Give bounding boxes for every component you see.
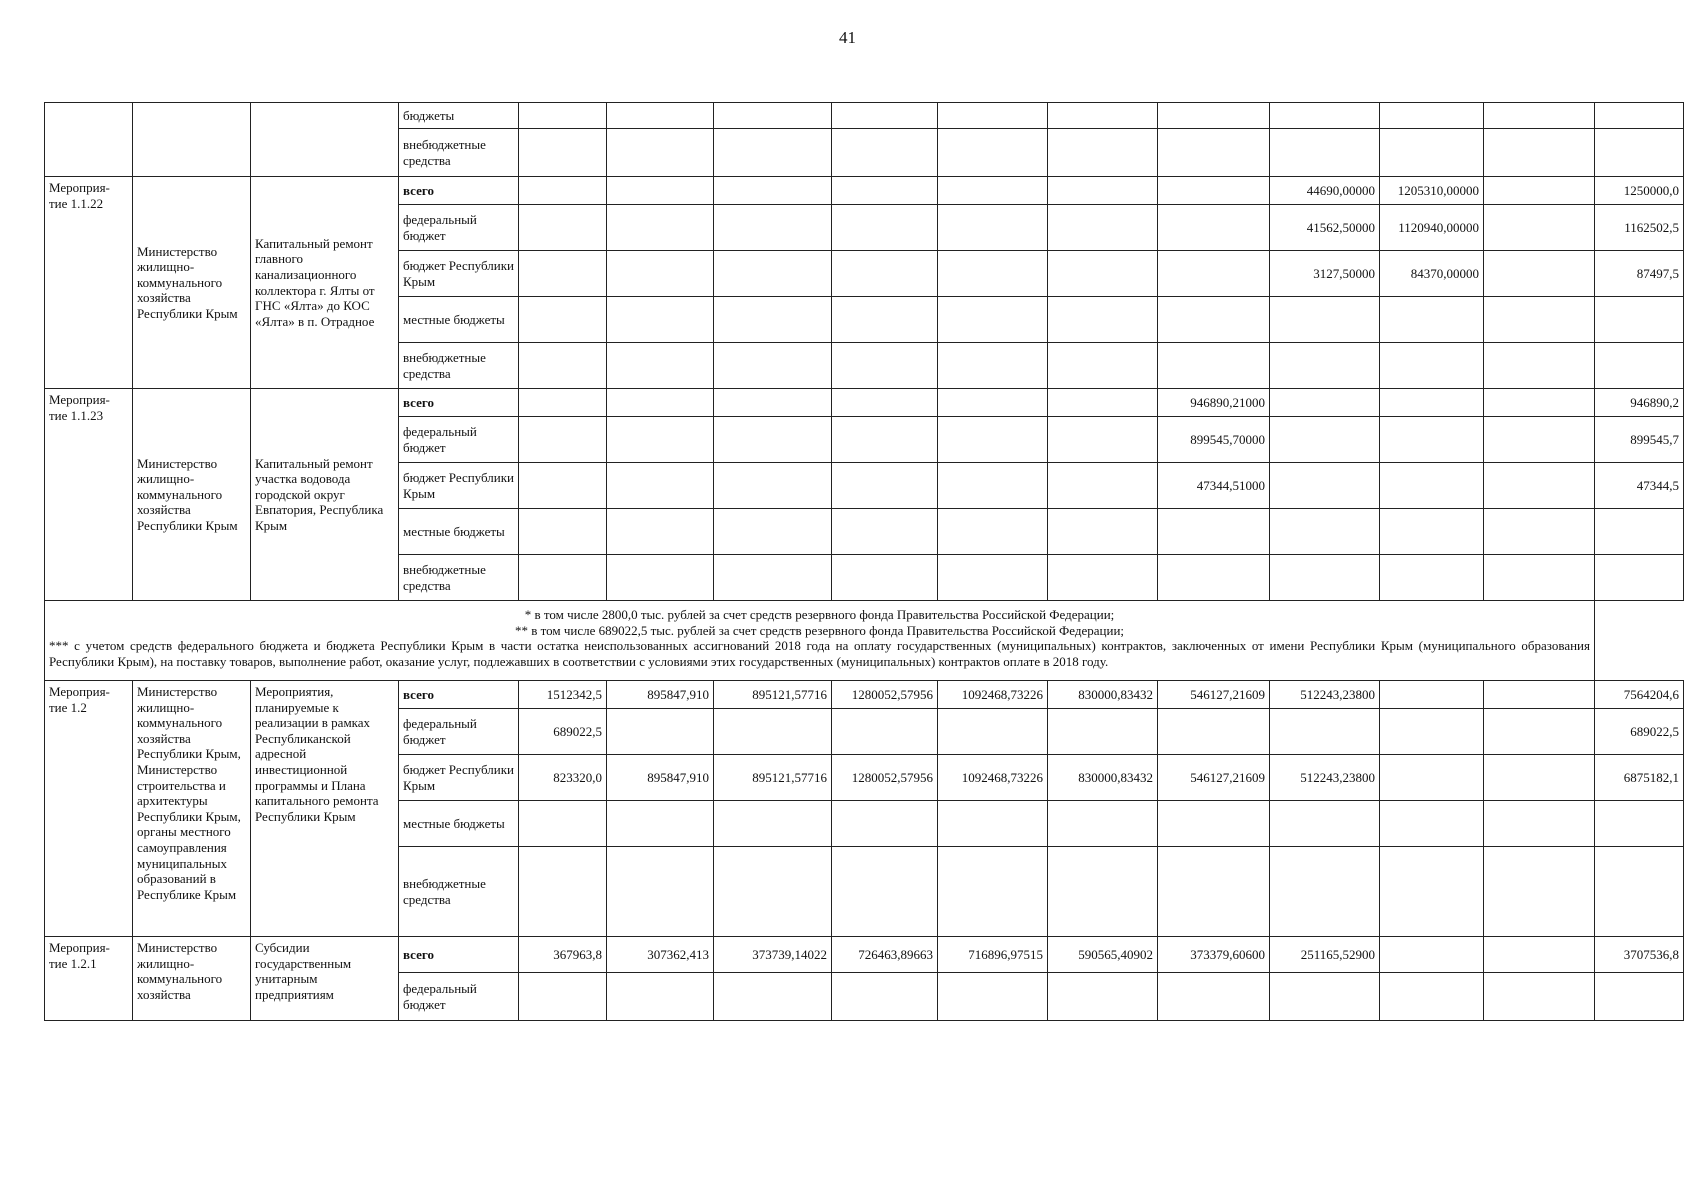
funding-source-cell: внебюджетные средства — [399, 847, 519, 937]
value-cell: 1162502,5 — [1595, 205, 1684, 251]
value-cell: 895121,57716 — [714, 681, 832, 709]
value-cell: 899545,70000 — [1158, 417, 1270, 463]
value-cell — [1484, 389, 1595, 417]
value-cell — [519, 555, 607, 601]
value-cell: 830000,83432 — [1048, 755, 1158, 801]
value-cell — [1270, 847, 1380, 937]
value-cell — [938, 129, 1048, 177]
value-cell — [1048, 509, 1158, 555]
value-cell — [1048, 251, 1158, 297]
value-cell — [519, 973, 607, 1021]
value-cell — [714, 343, 832, 389]
funding-source-cell: внебюджетные средства — [399, 555, 519, 601]
value-cell: 546127,21609 — [1158, 755, 1270, 801]
value-cell — [1380, 555, 1484, 601]
value-cell: 512243,23800 — [1270, 681, 1380, 709]
value-cell — [832, 463, 938, 509]
value-cell — [714, 389, 832, 417]
value-cell — [1484, 847, 1595, 937]
value-cell — [1048, 973, 1158, 1021]
value-cell — [1158, 343, 1270, 389]
value-cell — [607, 709, 714, 755]
value-cell: 47344,51000 — [1158, 463, 1270, 509]
value-cell: 946890,2 — [1595, 389, 1684, 417]
value-cell — [714, 509, 832, 555]
value-cell — [1595, 297, 1684, 343]
value-cell: 367963,8 — [519, 937, 607, 973]
value-cell — [607, 297, 714, 343]
value-cell — [1158, 509, 1270, 555]
value-cell — [938, 343, 1048, 389]
value-cell: 41562,50000 — [1270, 205, 1380, 251]
value-cell — [1270, 297, 1380, 343]
value-cell — [1484, 343, 1595, 389]
value-cell: 823320,0 — [519, 755, 607, 801]
value-cell — [607, 129, 714, 177]
value-cell — [607, 973, 714, 1021]
value-cell — [1048, 205, 1158, 251]
value-cell: 7564204,6 — [1595, 681, 1684, 709]
value-cell: 373379,60600 — [1158, 937, 1270, 973]
value-cell — [832, 801, 938, 847]
budget-table — [44, 102, 1684, 1021]
value-cell — [832, 417, 938, 463]
value-cell — [832, 509, 938, 555]
value-cell — [1484, 177, 1595, 205]
value-cell — [1270, 801, 1380, 847]
value-cell — [714, 847, 832, 937]
value-cell — [938, 555, 1048, 601]
value-cell: 87497,5 — [1595, 251, 1684, 297]
value-cell — [1484, 103, 1595, 129]
description-cell: Капитальный ремонт главного канализационного коллектора г. Ялты от ГНС «Ялта» до КОС «Ялта» в п. Отрадное — [251, 177, 399, 389]
value-cell — [1048, 297, 1158, 343]
value-cell — [519, 801, 607, 847]
value-cell: 1280052,57956 — [832, 755, 938, 801]
value-cell — [1484, 755, 1595, 801]
value-cell — [1048, 709, 1158, 755]
value-cell — [938, 297, 1048, 343]
value-cell — [1484, 801, 1595, 847]
value-cell — [1595, 129, 1684, 177]
value-cell — [938, 463, 1048, 509]
value-cell — [607, 205, 714, 251]
page-number: 41 — [839, 28, 856, 47]
value-cell — [607, 847, 714, 937]
value-cell — [1270, 555, 1380, 601]
funding-source-cell: местные бюджеты — [399, 297, 519, 343]
value-cell — [1484, 297, 1595, 343]
footnote: *** с учетом средств федерального бюджета и бюджета Республики Крым в части остатка неиспользованных ассигнований 2018 года на оплату государственных (муниципальных) контрактов, заключенных от имени Республики Крым (муниципального образования Республики Крым), на поставку товаров, выполнение работ, оказание услуг, подлежавших в соответствии с условиями этих государственных (муниципальных) контрактов оплате в 2018 году. — [49, 638, 1590, 669]
funding-source-cell: федеральный бюджет — [399, 205, 519, 251]
value-cell — [1380, 297, 1484, 343]
value-cell — [607, 343, 714, 389]
value-cell: 1205310,00000 — [1380, 177, 1484, 205]
footnote: * в том числе 2800,0 тыс. рублей за счет средств резервного фонда Правительства Российской Федерации; — [524, 607, 1115, 622]
value-cell — [1158, 103, 1270, 129]
value-cell — [1158, 555, 1270, 601]
value-cell — [938, 103, 1048, 129]
value-cell — [1158, 709, 1270, 755]
value-cell — [607, 463, 714, 509]
value-cell — [832, 343, 938, 389]
value-cell: 373739,14022 — [714, 937, 832, 973]
value-cell — [714, 103, 832, 129]
value-cell — [938, 973, 1048, 1021]
value-cell — [1484, 555, 1595, 601]
description-cell: Капитальный ремонт участка водовода городской округ Евпатория, Республика Крым — [251, 389, 399, 601]
value-cell — [1158, 297, 1270, 343]
value-cell — [1270, 709, 1380, 755]
value-cell — [1484, 973, 1595, 1021]
value-cell — [832, 177, 938, 205]
executor-cell — [133, 103, 251, 177]
description-cell: Мероприятия, планируемые к реализации в рамках Республиканской адресной инвестиционной программы и Плана капитального ремонта Республики Крым — [251, 681, 399, 937]
value-cell — [938, 801, 1048, 847]
value-cell — [1158, 177, 1270, 205]
value-cell — [1158, 847, 1270, 937]
value-cell — [519, 847, 607, 937]
footnote: ** в том числе 689022,5 тыс. рублей за счет средств резервного фонда Правительства Российской Федерации; — [514, 622, 1125, 638]
value-cell — [1380, 509, 1484, 555]
value-cell — [1158, 205, 1270, 251]
notes-cell — [45, 601, 1595, 681]
value-cell — [1484, 251, 1595, 297]
value-cell: 899545,7 — [1595, 417, 1684, 463]
value-cell — [607, 103, 714, 129]
description-cell: Субсидии государственным унитарным предприятиям — [251, 937, 399, 1021]
value-cell — [714, 297, 832, 343]
value-cell — [832, 973, 938, 1021]
table-row — [45, 177, 1684, 205]
value-cell — [519, 389, 607, 417]
funding-source-cell: бюджеты — [399, 103, 519, 129]
value-cell: 512243,23800 — [1270, 755, 1380, 801]
value-cell — [1048, 847, 1158, 937]
value-cell — [1270, 463, 1380, 509]
value-cell — [938, 509, 1048, 555]
executor-cell: Министерство жилищно-коммунального хозяйства Республики Крым — [133, 389, 251, 601]
funding-source-cell: бюджет Республики Крым — [399, 755, 519, 801]
value-cell — [607, 389, 714, 417]
value-cell — [832, 709, 938, 755]
value-cell — [832, 251, 938, 297]
value-cell — [1380, 681, 1484, 709]
value-cell — [832, 205, 938, 251]
value-cell — [1270, 343, 1380, 389]
table-row — [45, 937, 1684, 973]
value-cell — [519, 417, 607, 463]
value-cell — [1048, 555, 1158, 601]
value-cell — [832, 555, 938, 601]
value-cell — [1484, 205, 1595, 251]
value-cell — [938, 847, 1048, 937]
value-cell: 1250000,0 — [1595, 177, 1684, 205]
value-cell — [1048, 801, 1158, 847]
value-cell — [938, 417, 1048, 463]
value-cell — [938, 389, 1048, 417]
notes-row — [45, 601, 1684, 681]
value-cell — [519, 297, 607, 343]
value-cell: 689022,5 — [1595, 709, 1684, 755]
value-cell — [607, 177, 714, 205]
event-cell — [45, 103, 133, 177]
value-cell — [714, 801, 832, 847]
value-cell — [1270, 129, 1380, 177]
description-cell — [251, 103, 399, 177]
value-cell — [714, 251, 832, 297]
value-cell: 3707536,8 — [1595, 937, 1684, 973]
value-cell — [938, 251, 1048, 297]
event-cell: Мероприя-тие 1.1.23 — [45, 389, 133, 601]
value-cell — [519, 103, 607, 129]
event-cell: Мероприя-тие 1.1.22 — [45, 177, 133, 389]
value-cell — [1380, 417, 1484, 463]
funding-source-cell: местные бюджеты — [399, 801, 519, 847]
value-cell — [519, 177, 607, 205]
value-cell — [1484, 509, 1595, 555]
value-cell — [1484, 681, 1595, 709]
value-cell: 1280052,57956 — [832, 681, 938, 709]
executor-cell: Министерство жилищно-коммунального хозяйства Республики Крым, Министерство строительства и архитектуры Республики Крым, органы местного самоуправления муниципальных образований в Республике Крым — [133, 681, 251, 937]
value-cell — [832, 389, 938, 417]
value-cell — [1595, 509, 1684, 555]
value-cell — [938, 709, 1048, 755]
value-cell — [607, 417, 714, 463]
value-cell: 3127,50000 — [1270, 251, 1380, 297]
value-cell — [519, 251, 607, 297]
value-cell — [1048, 463, 1158, 509]
value-cell — [714, 205, 832, 251]
value-cell: 689022,5 — [519, 709, 607, 755]
value-cell: 1092468,73226 — [938, 681, 1048, 709]
value-cell: 251165,52900 — [1270, 937, 1380, 973]
event-cell: Мероприя-тие 1.2.1 — [45, 937, 133, 1021]
value-cell: 895847,910 — [607, 681, 714, 709]
funding-source-cell: всего — [399, 937, 519, 973]
value-cell — [832, 297, 938, 343]
value-cell — [1048, 389, 1158, 417]
funding-source-cell: всего — [399, 389, 519, 417]
value-cell — [607, 555, 714, 601]
value-cell — [1380, 973, 1484, 1021]
executor-cell: Министерство жилищно-коммунального хозяйства Республики Крым — [133, 177, 251, 389]
value-cell — [1484, 463, 1595, 509]
value-cell — [1158, 973, 1270, 1021]
value-cell — [1158, 251, 1270, 297]
value-cell — [607, 509, 714, 555]
value-cell — [1595, 847, 1684, 937]
value-cell — [1484, 417, 1595, 463]
value-cell: 1512342,5 — [519, 681, 607, 709]
table-row — [45, 103, 1684, 129]
value-cell: 716896,97515 — [938, 937, 1048, 973]
value-cell — [1380, 389, 1484, 417]
value-cell — [1270, 509, 1380, 555]
value-cell — [1484, 129, 1595, 177]
value-cell — [1380, 847, 1484, 937]
funding-source-cell: федеральный бюджет — [399, 709, 519, 755]
value-cell — [1270, 389, 1380, 417]
event-cell: Мероприя-тие 1.2 — [45, 681, 133, 937]
value-cell — [1270, 103, 1380, 129]
value-cell — [1380, 755, 1484, 801]
value-cell: 895121,57716 — [714, 755, 832, 801]
executor-cell: Министерство жилищно-коммунального хозяйства — [133, 937, 251, 1021]
value-cell — [1270, 973, 1380, 1021]
value-cell — [519, 509, 607, 555]
value-cell — [1595, 343, 1684, 389]
value-cell — [1048, 177, 1158, 205]
funding-source-cell: местные бюджеты — [399, 509, 519, 555]
value-cell — [714, 555, 832, 601]
funding-source-cell: всего — [399, 177, 519, 205]
value-cell — [1484, 937, 1595, 973]
funding-source-cell: бюджет Республики Крым — [399, 463, 519, 509]
table-row — [45, 681, 1684, 709]
value-cell — [832, 129, 938, 177]
value-cell — [1158, 801, 1270, 847]
value-cell — [1484, 709, 1595, 755]
value-cell: 84370,00000 — [1380, 251, 1484, 297]
funding-source-cell: федеральный бюджет — [399, 417, 519, 463]
funding-source-cell: всего — [399, 681, 519, 709]
funding-source-cell: внебюджетные средства — [399, 129, 519, 177]
value-cell — [938, 177, 1048, 205]
value-cell — [1380, 103, 1484, 129]
funding-source-cell: бюджет Республики Крым — [399, 251, 519, 297]
value-cell — [519, 463, 607, 509]
value-cell — [607, 801, 714, 847]
value-cell — [832, 847, 938, 937]
value-cell: 590565,40902 — [1048, 937, 1158, 973]
value-cell: 6875182,1 — [1595, 755, 1684, 801]
value-cell — [1595, 973, 1684, 1021]
value-cell — [714, 973, 832, 1021]
value-cell — [1048, 343, 1158, 389]
value-cell — [1380, 129, 1484, 177]
table-row — [45, 389, 1684, 417]
value-cell — [1270, 417, 1380, 463]
value-cell — [519, 205, 607, 251]
funding-source-cell: федеральный бюджет — [399, 973, 519, 1021]
value-cell: 1120940,00000 — [1380, 205, 1484, 251]
value-cell: 830000,83432 — [1048, 681, 1158, 709]
value-cell — [938, 205, 1048, 251]
value-cell — [519, 343, 607, 389]
value-cell — [607, 251, 714, 297]
value-cell — [1595, 801, 1684, 847]
value-cell: 47344,5 — [1595, 463, 1684, 509]
value-cell — [1595, 103, 1684, 129]
value-cell — [519, 129, 607, 177]
value-cell: 1092468,73226 — [938, 755, 1048, 801]
value-cell — [714, 709, 832, 755]
value-cell — [1380, 801, 1484, 847]
value-cell — [1048, 103, 1158, 129]
value-cell — [714, 129, 832, 177]
value-cell: 307362,413 — [607, 937, 714, 973]
value-cell — [832, 103, 938, 129]
value-cell — [1158, 129, 1270, 177]
value-cell: 546127,21609 — [1158, 681, 1270, 709]
value-cell: 44690,00000 — [1270, 177, 1380, 205]
value-cell — [1048, 129, 1158, 177]
value-cell: 946890,21000 — [1158, 389, 1270, 417]
value-cell — [1048, 417, 1158, 463]
value-cell: 895847,910 — [607, 755, 714, 801]
funding-source-cell: внебюджетные средства — [399, 343, 519, 389]
value-cell — [1595, 555, 1684, 601]
value-cell — [714, 417, 832, 463]
value-cell — [1380, 343, 1484, 389]
value-cell — [1380, 937, 1484, 973]
value-cell — [714, 177, 832, 205]
value-cell: 726463,89663 — [832, 937, 938, 973]
value-cell — [1380, 463, 1484, 509]
value-cell — [714, 463, 832, 509]
value-cell — [1380, 709, 1484, 755]
